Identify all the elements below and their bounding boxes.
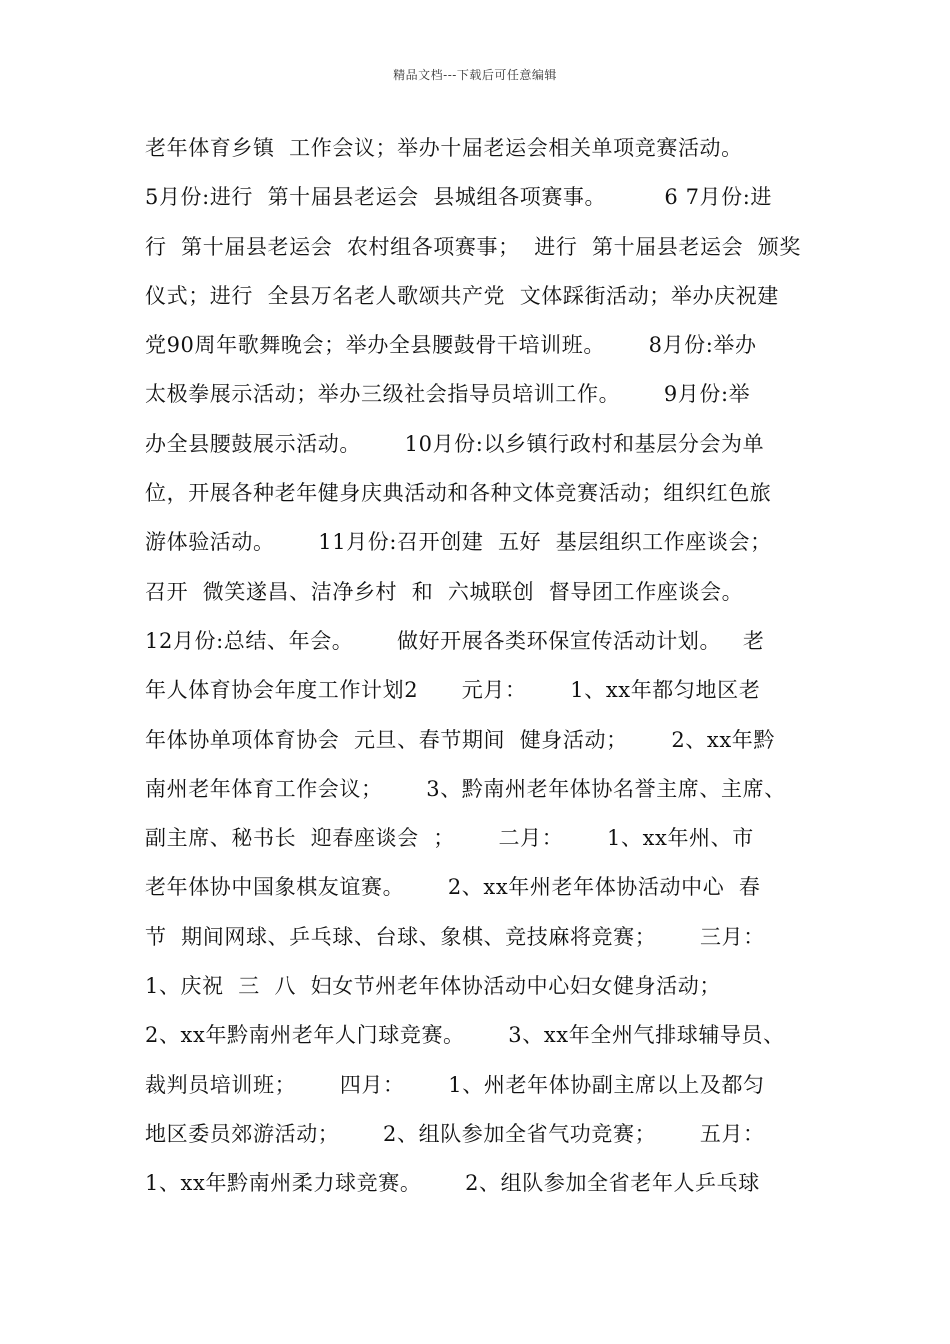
text-line: 行 第十届县老运会 农村组各项赛事； 进行 第十届县老运会 颁奖 [145, 234, 801, 259]
document-body [145, 124, 825, 1209]
text-line: 5月份:进行 第十届县老运会 县城组各项赛事。 6 7月份:进 [145, 185, 773, 210]
text-line: 副主席、秘书长 迎春座谈会 ； 二月： 1、xx年州、市 [145, 826, 754, 851]
text-line: 12月份:总结、年会。 做好开展各类环保宣传活动计划。 老 [145, 628, 765, 653]
text-line: 年人体育协会年度工作计划2 元月： 1、xx年都匀地区老 [145, 678, 761, 703]
text-line: 仪式；进行 全县万名老人歌颂共产党 文体踩街活动；举办庆祝建 [145, 283, 779, 308]
text-line: 1、庆祝 三 八 妇女节州老年体协活动中心妇女健身活动； [145, 974, 722, 999]
text-line: 1、xx年黔南州柔力球竞赛。 2、组队参加全省老年人乒乓球 [145, 1171, 760, 1196]
text-line: 办全县腰鼓展示活动。 10月份:以乡镇行政村和基层分会为单 [145, 431, 765, 456]
text-line: 游体验活动。 11月份:召开创建 五好 基层组织工作座谈会； [145, 530, 772, 555]
text-line: 老年体协中国象棋友谊赛。 2、xx年州老年体协活动中心 春 [145, 875, 761, 900]
text-line: 裁判员培训班； 四月： 1、州老年体协副主席以上及都匀 [145, 1072, 765, 1097]
text-line: 2、xx年黔南州老年人门球竞赛。 3、xx年全州气排球辅导员、 [145, 1023, 785, 1048]
text-line: 地区委员郊游活动； 2、组队参加全省气功竞赛； 五月： [145, 1121, 765, 1146]
text-line: 召开 微笑遂昌、洁净乡村 和 六城联创 督导团工作座谈会。 [145, 579, 744, 604]
text-line: 老年体育乡镇 工作会议；举办十届老运会相关单项竞赛活动。 [145, 136, 743, 160]
text-line: 太极拳展示活动；举办三级社会指导员培训工作。 9月份:举 [145, 382, 751, 407]
text-line: 位，开展各种老年健身庆典活动和各种文体竞赛活动；组织红色旅 [145, 481, 772, 506]
text-line: 节 期间网球、乒乓球、台球、象棋、竞技麻将竞赛； 三月： [145, 924, 765, 949]
text-line: 南州老年体育工作会议； 3、黔南州老年体协名誉主席、主席、 [145, 776, 786, 801]
text-line: 党90周年歌舞晚会；举办全县腰鼓骨干培训班。 8月份:举办 [145, 333, 757, 358]
text-line: 年体协单项体育协会 元旦、春节期间 健身活动； 2、xx年黔 [145, 727, 775, 752]
page-header: 精品文档---下载后可任意编辑 [393, 68, 557, 82]
